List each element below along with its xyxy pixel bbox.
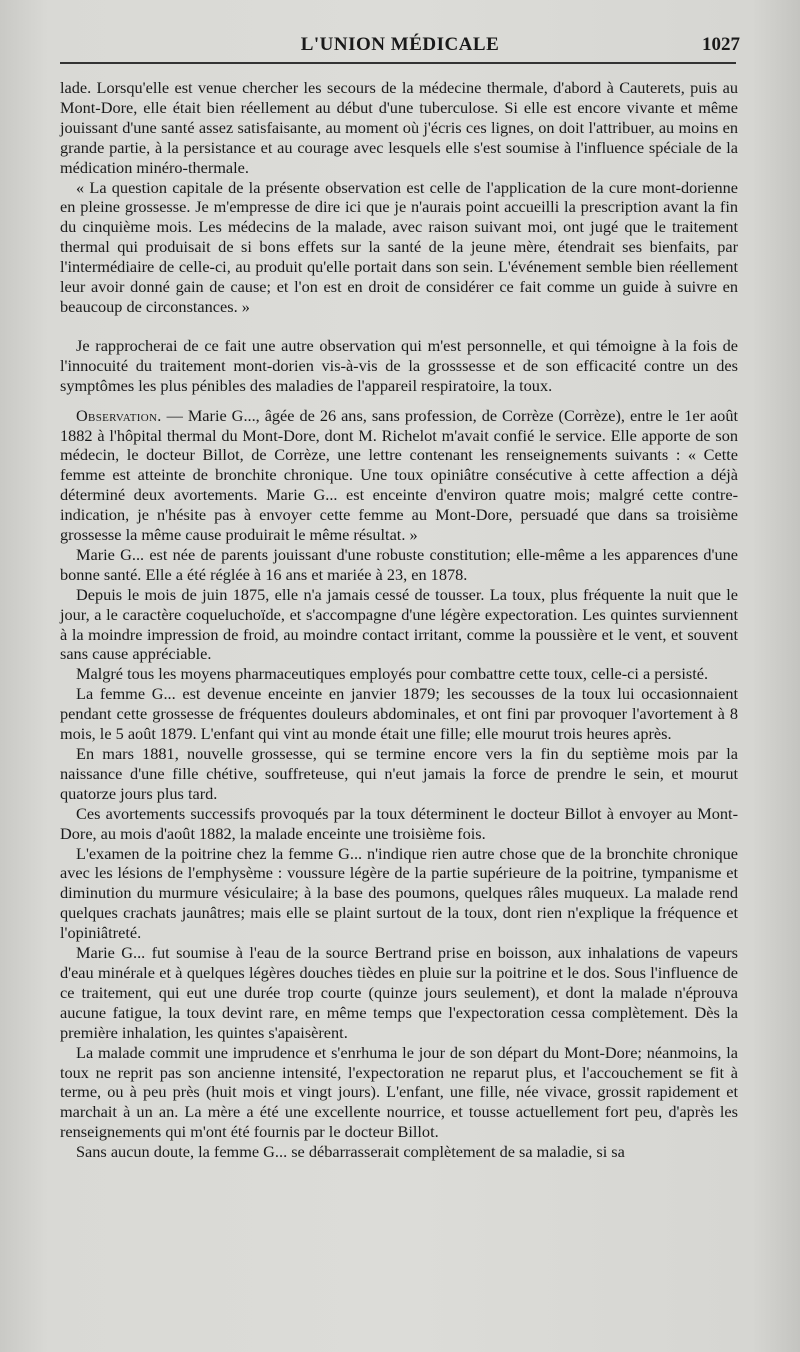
paragraph: En mars 1881, nouvelle grossesse, qui se termine encore vers la fin du septième mois par la naissance d'une fille chétive, souffreteuse, qui n'eut jamais la force de prendre le sein, et mourut quatorze jours plus tard.	[60, 744, 738, 803]
paragraph: Malgré tous les moyens pharmaceutiques employés pour combattre cette toux, celle-ci a persisté.	[76, 664, 709, 684]
paragraph: La malade commit une imprudence et s'enrhuma le jour de son départ du Mont-Dore; néanmoins, la toux ne reprit pas son ancienne intensité, l'expectoration ne reparut plus, et l'accouchement se fit à terme, ou à peu près (huit mois et vingt jours). L'enfant, une fille, née vivace, grossit rapidement et marchait à un an. La mère a été une excellente nourrice, et tousse actuellement fort peu, d'après les renseignements qui m'ont été fournis par le docteur Billot.	[60, 1042, 738, 1142]
paragraph: Ces avortements successifs provoqués par la toux déterminent le docteur Billot à envoyer au Mont-Dore, au mois d'août 1882, la malade enceinte une troisième fois.	[60, 803, 738, 843]
running-title: L'UNION MÉDICALE	[300, 34, 500, 55]
paragraph: « La question capitale de la présente observation est celle de l'application de la cure mont-dorienne en pleine grossesse. Je m'empresse de dire ici que je n'aurais point accueilli la prescription avant la fin du cinquième mois. Les médecins de la malade, avec raison suivant moi, ont jugé que le traitement thermal qui produisait de si bons effets sur la santé de la jeune mère, étendrait ses bienfaits, par l'intermédiaire de celle-ci, au produit qu'elle portait dans son sein. L'événement semble bien réellement leur avoir donné gain de cause; et l'on est en droit de considérer ce fait comme un guide à suivre en beaucoup de circonstances. »	[60, 177, 738, 316]
page-header	[60, 34, 740, 60]
page-number: 1027	[702, 34, 740, 55]
paragraph: Sans aucun doute, la femme G... se débarrasserait complètement de sa maladie, si sa	[76, 1142, 625, 1162]
paragraph: Marie G... fut soumise à l'eau de la source Bertrand prise en boisson, aux inhalations de vapeurs d'eau minérale et à quelques légères douches tièdes en pluie sur la poitrine et le dos. Sous l'influence de ce traitement, qui eut une durée trop courte (quinze jours seulement), et dont la malade n'éprouva aucune fatigue, la toux devint rare, en même temps que l'expectoration cessa complètement. Dès la première inhalation, les quintes s'apaisèrent.	[60, 943, 738, 1042]
header-rule	[60, 62, 736, 64]
observation-paragraph	[60, 406, 738, 545]
observation-text: — Marie G..., âgée de 26 ans, sans profession, de Corrèze (Corrèze), entre le 1er août 1882 à l'hôpital thermal du Mont-Dore, dont M. Richelot m'avait confié le service. Elle apporte de son médecin, le docteur Billot, de Corrèze, une lettre contenant les renseignements suivants : « Cette femme est atteinte de bronchite chronique. Une toux opiniâtre consécutive à cette affection a déjà déterminé deux avortements. Marie G... est enceinte d'environ quatre mois; malgré cette contre-indication, je n'hésite pas à envoyer cette femme au Mont-Dore, persuadé que dans sa troisième grossesse la même cause produirait le même résultat. »	[60, 405, 738, 545]
body-text	[60, 78, 738, 1162]
paragraph: Marie G... est née de parents jouissant d'une robuste constitution; elle-même a les apparences d'une bonne santé. Elle a été réglée à 16 ans et mariée à 23, en 1878.	[60, 544, 738, 584]
paragraph: Je rapprocherai de ce fait une autre observation qui m'est personnelle, et qui témoigne à la fois de l'innocuité du traitement mont-dorien vis-à-vis de la grosssesse et de son efficacité contre un des symptômes les plus pénibles des maladies de l'appareil respiratoire, la toux.	[60, 335, 738, 395]
paragraph: lade. Lorsqu'elle est venue chercher les secours de la médecine thermale, d'abord à Cauterets, puis au Mont-Dore, elle était bien réellement au début d'une tuberculose. Si elle est encore vivante et même jouissant d'une santé assez satisfaisante, au moment où j'écris ces lignes, on doit l'attribuer, au moins en grande partie, à la persistance et au courage avec lesquels elle s'est soumise à l'influence spéciale de la médication minéro-thermale.	[60, 78, 738, 177]
paragraph: Depuis le mois de juin 1875, elle n'a jamais cessé de tousser. La toux, plus fréquente la nuit que le jour, a le caractère coqueluchoïde, et s'accompagne d'une légère expectoration. Les quintes surviennent à la moindre impression de froid, au moindre contact irritant, comme la poussière et le vent, et souvent sans cause appréciable.	[60, 584, 738, 664]
paragraph: L'examen de la poitrine chez la femme G... n'indique rien autre chose que de la bronchite chronique avec les lésions de l'emphysème : voussure légère de la partie supérieure de la poitrine, tympanisme et diminution du murmure vésiculaire; à la base des poumons, quelques râles muqueux. La malade rend quelques crachats jaunâtres; mais elle se plaint surtout de la toux, dont rien n'explique la fréquence et l'opiniâtreté.	[60, 843, 738, 943]
observation-label: Observation.	[76, 405, 162, 425]
paragraph: La femme G... est devenue enceinte en janvier 1879; les secousses de la toux lui occasionnaient pendant cette grossesse de fréquentes douleurs abdominales, et ont fini par provoquer l'avortement à 8 mois, le 5 août 1879. L'enfant qui vint au monde était une fille; elle mourut trois heures après.	[60, 684, 738, 744]
